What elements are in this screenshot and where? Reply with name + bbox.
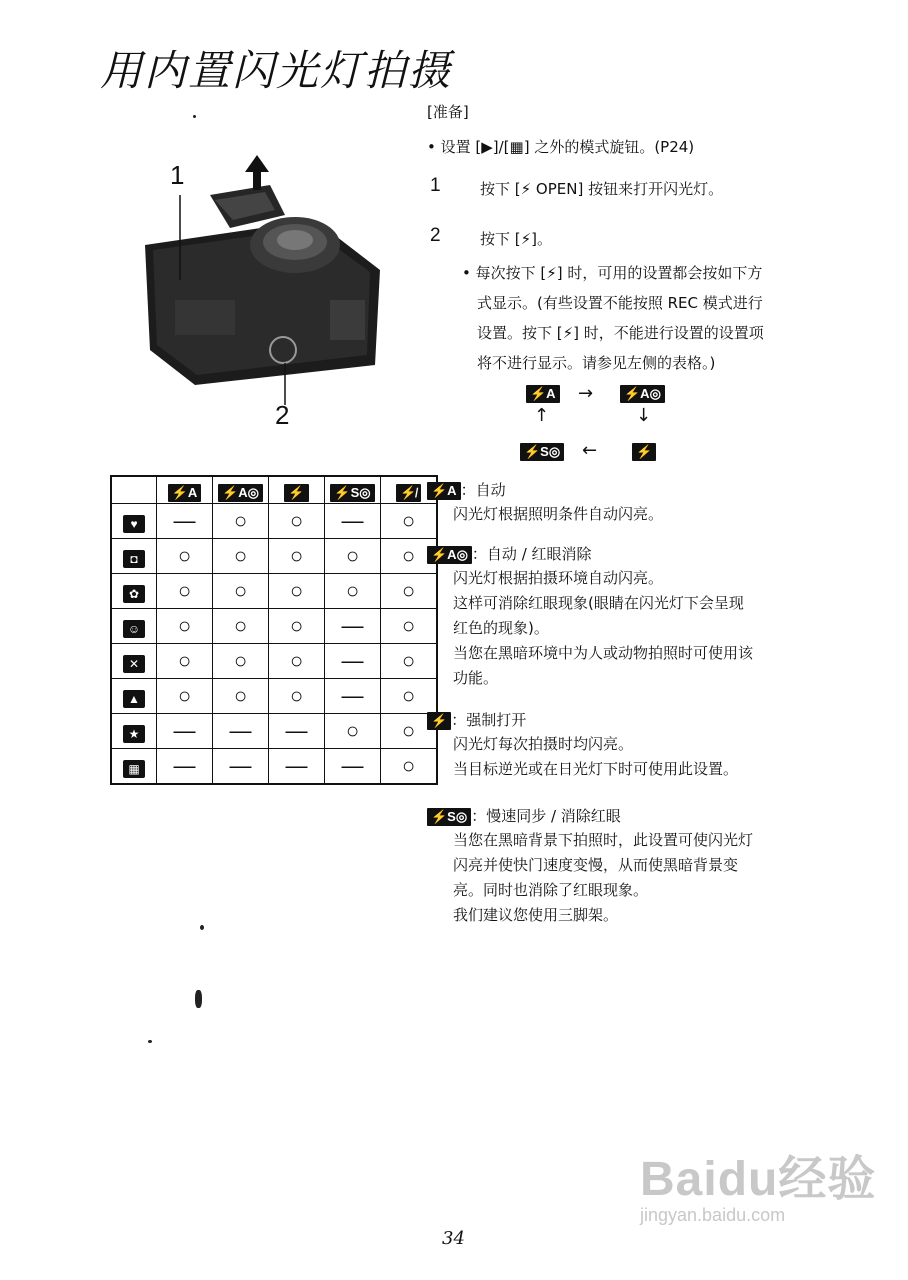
table-row (111, 714, 437, 749)
flow-arrow-left: ← (582, 440, 598, 461)
flow-arrow-up: ↑ (534, 405, 550, 426)
watermark-url: jingyan.baidu.com (640, 1205, 786, 1225)
page-title: 用内置闪光灯拍摄 (100, 46, 453, 95)
mode-line: 我们建议您使用三脚架。 (453, 906, 619, 924)
mode-heading: ：自动 / 红眼消除 (471, 545, 592, 563)
table-cell: ○ (381, 644, 438, 679)
mode-cell (111, 539, 157, 574)
flow-slow-redeye-chip: ⚡S◎ (520, 443, 564, 461)
table-cell: ○ (381, 679, 438, 714)
mode-line: 功能。 (453, 669, 499, 687)
table-cell: — (325, 609, 381, 644)
table-header-row (111, 476, 437, 504)
mode-description-forced (427, 708, 867, 782)
mode-heading: ：自动 (460, 481, 506, 499)
table-cell: ○ (269, 644, 325, 679)
table-cell: — (325, 504, 381, 539)
step-2-text: 按下 [⚡]。 (480, 230, 553, 248)
mode-line: 红色的现象)。 (453, 619, 549, 637)
mode-chip: ⚡ (427, 712, 451, 730)
mode-line: 当您在黑暗环境中为人或动物拍照时可使用该 (453, 644, 754, 662)
mode-cell (111, 749, 157, 785)
mode-line: 闪亮并使快门速度变慢，从而使黑暗背景变 (453, 856, 739, 874)
table-cell: — (213, 749, 269, 785)
table-row (111, 749, 437, 785)
table-cell: — (157, 749, 213, 785)
scan-speck (148, 1040, 152, 1043)
table-cell: ○ (269, 574, 325, 609)
portrait-mode-icon: ☺ (123, 620, 145, 638)
heart-mode-icon: ♥ (123, 515, 145, 533)
table-cell: ○ (213, 609, 269, 644)
table-corner-cell (111, 476, 157, 504)
table-cell: ○ (381, 574, 438, 609)
step-1-number: 1 (430, 175, 441, 196)
mode-line: 闪光灯根据照明条件自动闪亮。 (453, 505, 664, 523)
table-cell: — (213, 714, 269, 749)
table-cell: ○ (269, 539, 325, 574)
flash-mode-table (110, 475, 438, 785)
scan-speck (193, 115, 196, 118)
table-header (325, 476, 381, 504)
table-row (111, 609, 437, 644)
flow-arrow-down: ↓ (636, 405, 652, 426)
step-1-text: 按下 [⚡ OPEN] 按钮来打开闪光灯。 (480, 180, 724, 198)
callout-2: 2 (275, 400, 290, 430)
prep-heading: [准备] (427, 103, 469, 121)
table-cell: ○ (381, 714, 438, 749)
mode-line: 当您在黑暗背景下拍照时，此设置可使闪光灯 (453, 831, 754, 849)
mode-line: 当目标逆光或在日光灯下时可使用此设置。 (453, 760, 739, 778)
mode-cell (111, 714, 157, 749)
note-line: 设置。按下 [⚡] 时，不能进行设置的设置项 (477, 324, 764, 342)
mode-line: 这样可消除红眼现象(眼睛在闪光灯下会呈现 (453, 594, 744, 612)
mode-heading: ：慢速同步 / 消除红眼 (471, 807, 621, 825)
table-row (111, 679, 437, 714)
table-header (213, 476, 269, 504)
table-cell: ○ (269, 504, 325, 539)
flow-arrow-right: → (578, 383, 594, 404)
baidu-watermark (640, 1140, 876, 1226)
flash-auto-chip: ⚡A (168, 484, 202, 502)
mode-chip: ⚡S◎ (427, 808, 471, 826)
camera-mode-icon: ◘ (123, 550, 145, 568)
flow-auto-redeye-chip: ⚡A◎ (620, 385, 665, 403)
mode-cell (111, 609, 157, 644)
table-cell: ○ (157, 644, 213, 679)
mode-description-auto (427, 478, 867, 527)
table-row (111, 539, 437, 574)
mode-description-auto-redeye (427, 542, 867, 691)
flower-mode-icon: ✿ (123, 585, 145, 603)
table-cell: — (325, 749, 381, 785)
camera-illustration (135, 150, 385, 430)
mode-heading: ：强制打开 (451, 711, 527, 729)
mode-chip: ⚡A◎ (427, 546, 472, 564)
table-cell: ○ (325, 574, 381, 609)
table-cell: ○ (381, 539, 438, 574)
flash-off-chip: ⚡̸ (396, 484, 420, 502)
table-cell: ○ (381, 504, 438, 539)
movie-mode-icon: ▦ (123, 760, 145, 778)
table-cell: — (325, 679, 381, 714)
mode-cell (111, 644, 157, 679)
night-portrait-mode-icon: ★ (123, 725, 145, 743)
table-cell: ○ (157, 574, 213, 609)
table-cell: ○ (269, 609, 325, 644)
flash-auto-redeye-chip: ⚡A◎ (218, 484, 263, 502)
mode-line: 闪光灯根据拍摄环境自动闪亮。 (453, 569, 664, 587)
table-cell: — (157, 504, 213, 539)
flow-forced-chip: ⚡ (632, 443, 656, 461)
table-cell: ○ (213, 679, 269, 714)
landscape-mode-icon: ▲ (123, 690, 145, 708)
table-cell: — (269, 749, 325, 785)
mode-description-slow-redeye (427, 804, 867, 928)
watermark-main: Baidu经验 (640, 1153, 877, 1206)
mode-cell (111, 504, 157, 539)
table-cell: ○ (381, 749, 438, 785)
flash-slow-redeye-chip: ⚡S◎ (330, 484, 374, 502)
mode-cell (111, 574, 157, 609)
table-cell: — (269, 714, 325, 749)
callout-1: 1 (170, 160, 185, 190)
table-header (269, 476, 325, 504)
flash-forced-chip: ⚡ (284, 484, 308, 502)
note-line: 将不进行显示。请参见左侧的表格。) (477, 354, 716, 372)
camera-drawing (135, 150, 385, 430)
table-cell: ○ (213, 644, 269, 679)
table-cell: ○ (325, 539, 381, 574)
table-cell: ○ (157, 609, 213, 644)
sports-mode-icon: ✕ (123, 655, 145, 673)
table-cell: ○ (213, 539, 269, 574)
table-cell: ○ (213, 574, 269, 609)
scan-speck (195, 990, 202, 1008)
note-line: 式显示。(有些设置不能按照 REC 模式进行 (477, 294, 763, 312)
table-row (111, 644, 437, 679)
mode-chip: ⚡A (427, 482, 461, 500)
table-cell: ○ (157, 539, 213, 574)
table-cell: ○ (157, 679, 213, 714)
table-cell: ○ (325, 714, 381, 749)
prep-bullet: • 设置 [▶]/[▦] 之外的模式旋钮。(P24) (427, 138, 695, 156)
flow-auto-chip: ⚡A (526, 385, 560, 403)
table-cell: — (157, 714, 213, 749)
table-cell: ○ (269, 679, 325, 714)
table-cell: — (325, 644, 381, 679)
mode-line: 闪光灯每次拍摄时均闪亮。 (453, 735, 634, 753)
note-line: • 每次按下 [⚡] 时，可用的设置都会按如下方 (462, 264, 763, 282)
table-cell: ○ (381, 609, 438, 644)
table-cell: ○ (213, 504, 269, 539)
table-header (157, 476, 213, 504)
page-number: 34 (442, 1228, 465, 1249)
mode-cell (111, 679, 157, 714)
table-row (111, 574, 437, 609)
table-row (111, 504, 437, 539)
flash-cycle-diagram (520, 385, 680, 465)
mode-line: 亮。同时也消除了红眼现象。 (453, 881, 649, 899)
step-2-number: 2 (430, 225, 441, 246)
scan-speck (200, 925, 204, 930)
